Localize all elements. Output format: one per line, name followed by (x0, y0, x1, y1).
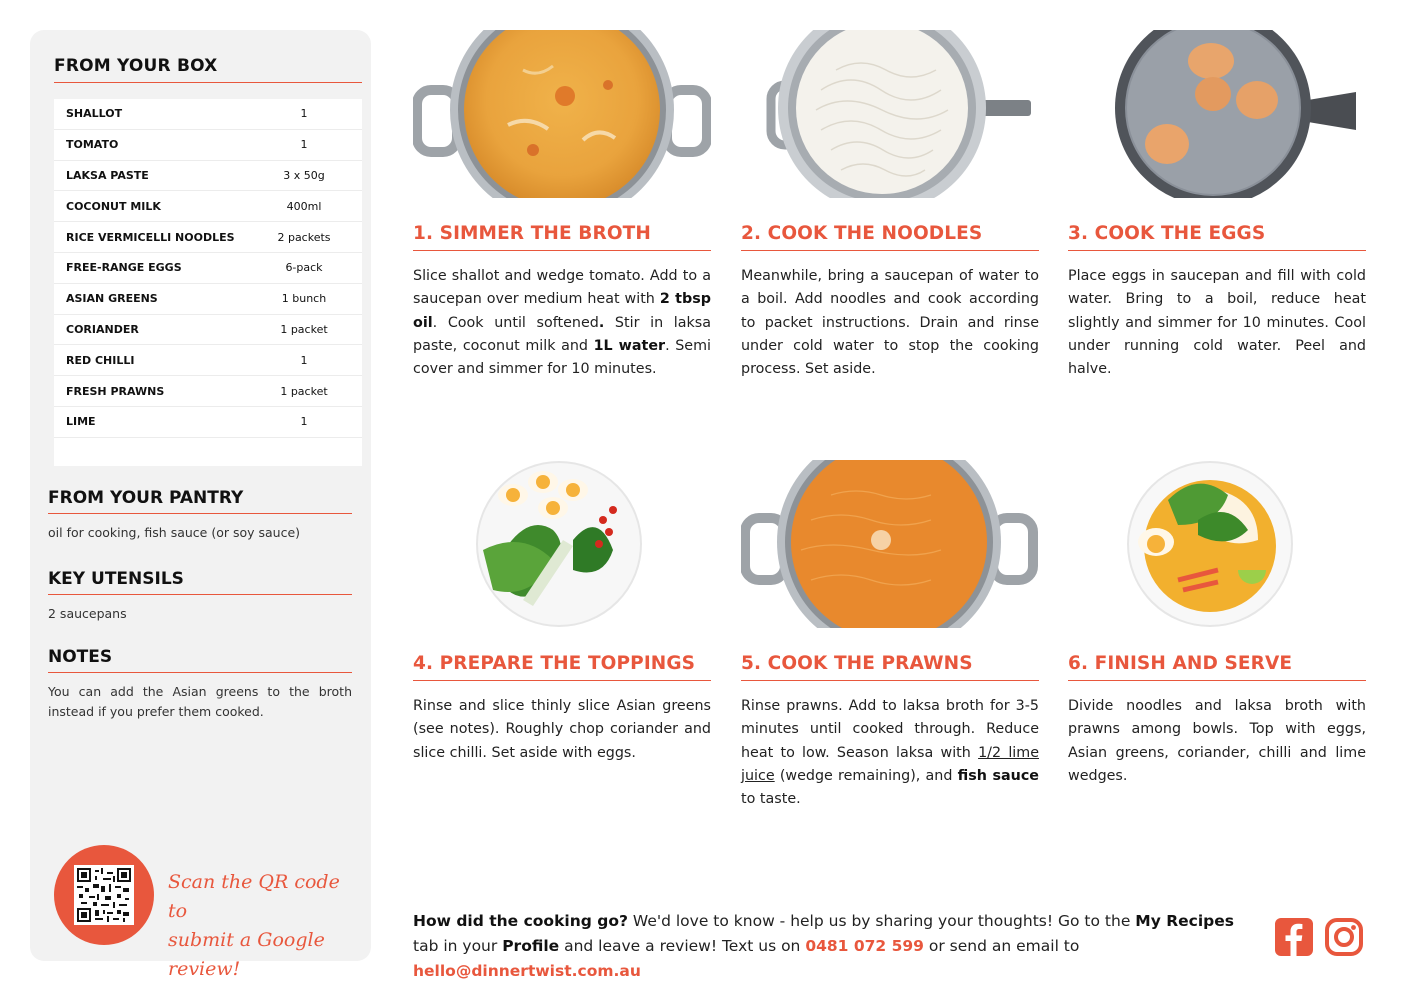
ingredients-sidebar (30, 30, 371, 980)
instruction-text: Place eggs in saucepan and fill with cold water. Bring to a boil, reduce heat slightly and simmer for 10 minutes. Cool under running cold water. Peel and halve. (1068, 268, 1366, 378)
footer-bold-text: How did the cooking go? (413, 912, 628, 930)
ingredient-row (54, 376, 362, 407)
utensils-text: 2 saucepans (48, 606, 127, 621)
step-instructions (1068, 265, 1366, 381)
ingredient-row (54, 315, 362, 346)
utensils-section (48, 569, 352, 624)
ingredient-quantity: 1 bunch (281, 292, 327, 306)
ingredient-name: CORIANDER (66, 322, 139, 336)
ingredient-name: TOMATO (66, 138, 119, 152)
feedback-footer (413, 909, 1263, 984)
footer-text: tab in your (413, 937, 503, 955)
instruction-text: Rinse prawns. Add to laksa broth for 3-5 minutes until cooked through. Reduce heat to low. Season laksa with (741, 698, 1039, 761)
qr-call-to-action (168, 868, 358, 984)
ingredient-quantity: 2 packets (277, 230, 331, 244)
step-instructions (413, 265, 711, 381)
ingredient-row (54, 284, 362, 315)
ingredient-name: SHALLOT (66, 107, 123, 121)
ingredients-table (54, 99, 362, 466)
emphasis-text: fish sauce (957, 767, 1039, 784)
step-title: 4. PREPARE THE TOPPINGS (413, 653, 711, 681)
toppings-plate-photo (413, 460, 711, 628)
step-6 (1068, 653, 1366, 788)
ingredient-name: COCONUT MILK (66, 199, 161, 213)
step-title: 3. COOK THE EGGS (1068, 223, 1366, 251)
qr-cta-line1: Scan the QR code to (168, 871, 340, 922)
instagram-icon[interactable] (1325, 918, 1363, 956)
step-4 (413, 653, 711, 765)
prawns-laksa-pot-photo (741, 460, 1039, 628)
pantry-section (48, 488, 352, 543)
step-title: 5. COOK THE PRAWNS (741, 653, 1039, 681)
ingredient-quantity: 1 packet (280, 384, 328, 398)
ingredient-quantity: 1 (300, 353, 308, 367)
ingredient-row (54, 222, 362, 253)
instruction-text: Meanwhile, bring a saucepan of water to a boil. Add noodles and cook according to packet instructions. Drain and rinse under cold water to stop the cooking process. Set aside. (741, 268, 1039, 378)
footer-text: We'd love to know - help us by sharing your thoughts! Go to the (627, 912, 1136, 930)
finished-laksa-bowl-photo (1068, 460, 1366, 628)
step-title: 6. FINISH AND SERVE (1068, 653, 1366, 681)
contact-link[interactable]: hello@dinnertwist.com.au (413, 962, 641, 980)
instruction-text: . Cook until softened (432, 314, 599, 331)
pantry-title: FROM YOUR PANTRY (48, 488, 352, 514)
instruction-text: Divide noodles and laksa broth with prawns among bowls. Top with eggs, Asian greens, coriander, chilli and lime wedges. (1068, 698, 1366, 784)
ingredient-name: RICE VERMICELLI NOODLES (66, 230, 235, 244)
ingredient-row (54, 99, 362, 130)
ingredient-name: ASIAN GREENS (66, 292, 158, 306)
notes-title: NOTES (48, 647, 352, 673)
step-instructions (1068, 695, 1366, 788)
ingredient-quantity: 1 (300, 415, 308, 429)
ingredient-name: LAKSA PASTE (66, 168, 149, 182)
ingredient-row (54, 407, 362, 438)
instruction-text: to taste. (741, 791, 801, 808)
footer-text: or send an email to (923, 937, 1080, 955)
instruction-text: Slice shallot and wedge tomato. Add to a saucepan over medium heat with (413, 268, 711, 308)
ingredient-row (54, 161, 362, 192)
contact-link[interactable]: 0481 072 599 (805, 937, 924, 955)
ingredient-quantity: 400ml (286, 199, 322, 213)
footer-text: and leave a review! Text us on (559, 937, 806, 955)
emphasis-text: . (598, 314, 605, 331)
facebook-icon[interactable] (1275, 918, 1313, 956)
emphasis-text: 2 tbsp oil (413, 291, 711, 331)
notes-section (48, 647, 352, 722)
emphasis-text: 1L water (593, 337, 666, 354)
ingredient-name: RED CHILLI (66, 353, 135, 367)
ingredient-name: FRESH PRAWNS (66, 384, 165, 398)
ingredient-row (54, 191, 362, 222)
qr-badge[interactable] (54, 845, 154, 945)
instruction-text: (wedge remaining), and (774, 767, 958, 784)
noodles-strainer-photo (741, 30, 1039, 198)
broth-pot-photo (413, 30, 711, 198)
footer-bold-text: Profile (502, 937, 560, 955)
ingredient-quantity: 1 packet (280, 322, 328, 336)
step-instructions (741, 265, 1039, 381)
qr-code-icon (74, 865, 134, 925)
ingredient-quantity: 1 (300, 107, 308, 121)
footer-bold-text: My Recipes (1135, 912, 1234, 930)
step-title: 2. COOK THE NOODLES (741, 223, 1039, 251)
from-your-box-title: FROM YOUR BOX (54, 56, 362, 83)
step-instructions (741, 695, 1039, 811)
instruction-text: . Semi cover and simmer for 10 minutes. (413, 337, 711, 378)
ingredient-name: FREE-RANGE EGGS (66, 261, 182, 275)
ingredient-row (54, 345, 362, 376)
ingredient-quantity: 1 (300, 138, 308, 152)
qr-cta-line2: submit a Google review! (168, 929, 325, 980)
step-5 (741, 653, 1039, 811)
instruction-text: Stir in laksa paste, coconut milk and (413, 314, 711, 354)
notes-text: You can add the Asian greens to the broth instead if you prefer them cooked. (48, 684, 352, 719)
step-title: 1. SIMMER THE BROTH (413, 223, 711, 251)
ingredient-quantity: 6-pack (285, 261, 323, 275)
step-instructions (413, 695, 711, 765)
pantry-text: oil for cooking, fish sauce (or soy sauce) (48, 525, 301, 540)
eggs-saucepan-photo (1068, 30, 1366, 198)
step-1 (413, 223, 711, 381)
underlined-text: 1/2 lime juice (741, 744, 1039, 784)
ingredient-row (54, 130, 362, 161)
ingredient-name: LIME (66, 415, 96, 429)
instruction-text: Rinse and slice thinly slice Asian greens (see notes). Roughly chop coriander and slice chilli. Set aside with eggs. (413, 698, 711, 761)
step-2 (741, 223, 1039, 381)
utensils-title: KEY UTENSILS (48, 569, 352, 595)
ingredient-quantity: 3 x 50g (283, 168, 325, 182)
ingredient-row (54, 253, 362, 284)
step-3 (1068, 223, 1366, 381)
